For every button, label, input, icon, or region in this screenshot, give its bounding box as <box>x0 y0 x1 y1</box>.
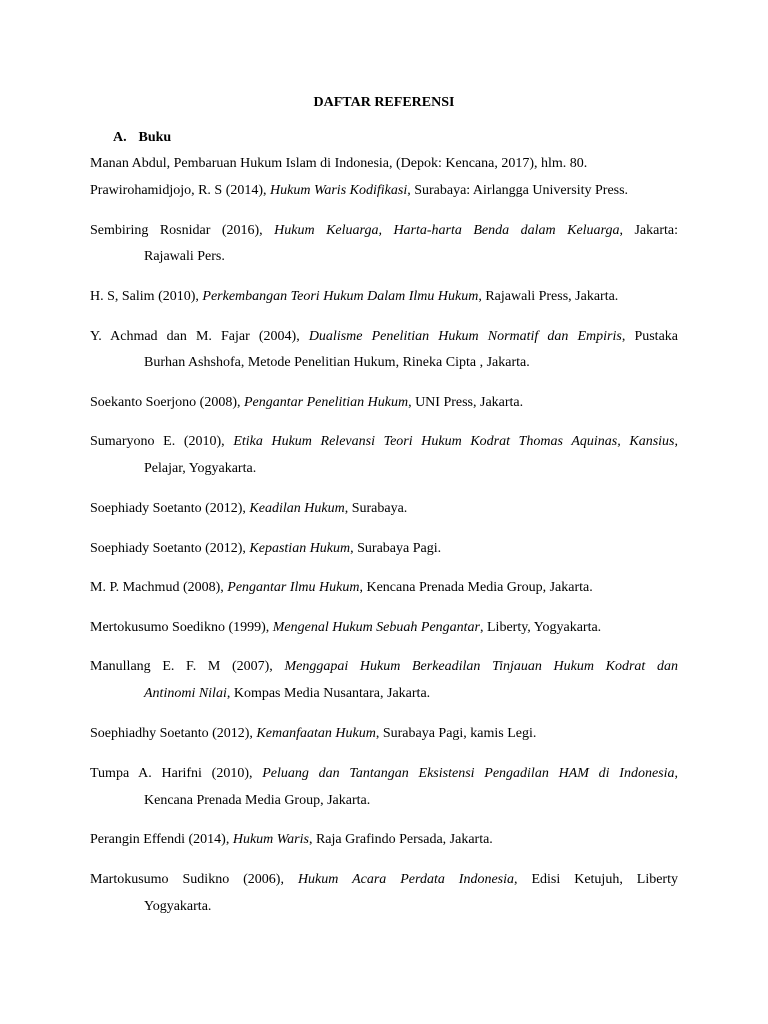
reference-publisher: Pelajar, Yogyakarta. <box>144 461 257 476</box>
reference-publisher: , <box>674 766 678 781</box>
reference-title: Hukum Waris <box>232 832 309 847</box>
reference-title: Dualisme Penelitian Hukum Normatif dan Empiris <box>308 329 622 344</box>
reference-continuation <box>144 897 678 917</box>
reference-author: Tumpa A. Harifni (2010), <box>90 766 263 781</box>
reference-author: Perangin Effendi (2014), <box>90 832 233 847</box>
reference-publisher: , Jakarta: <box>619 223 678 238</box>
reference-entry <box>90 724 678 744</box>
reference-title: Hukum Keluarga, Harta-harta Benda dalam Keluarga <box>274 223 620 238</box>
reference-title: Kemanfaatan Hukum <box>256 726 376 741</box>
reference-entry <box>90 618 678 638</box>
reference-entry <box>90 221 678 241</box>
reference-publisher: , Rajawali Press, Jakarta. <box>478 289 619 304</box>
section-number: A. <box>113 130 127 145</box>
reference-entry <box>90 830 678 850</box>
reference-continuation <box>144 353 678 373</box>
reference-title: Mengenal Hukum Sebuah Pengantar <box>272 620 480 635</box>
reference-publisher: , Surabaya Pagi, kamis Legi. <box>375 726 537 741</box>
reference-publisher: Kencana Prenada Media Group, Jakarta. <box>144 793 371 808</box>
reference-continuation <box>144 247 678 267</box>
section-label: Buku <box>138 130 172 145</box>
reference-author: Sumaryono E. (2010), <box>90 434 234 449</box>
reference-author: Y. Achmad dan M. Fajar (2004), <box>90 329 309 344</box>
reference-author: Sembiring Rosnidar (2016), <box>90 223 275 238</box>
reference-author: M. P. Machmud (2008), <box>90 580 228 595</box>
reference-publisher: , Surabaya. <box>344 501 408 516</box>
reference-entry <box>90 539 678 559</box>
reference-title: Perkembangan Teori Hukum Dalam Ilmu Hukum <box>202 289 479 304</box>
reference-title: Hukum Waris Kodifikasi <box>270 183 408 198</box>
reference-entry <box>90 870 678 890</box>
reference-title: Keadilan Hukum <box>249 501 345 516</box>
reference-entry <box>90 154 678 174</box>
reference-text: Manan Abdul, Pembaruan Hukum Islam di Indonesia, (Depok: Kencana, 2017), hlm. 80. <box>90 156 588 171</box>
reference-author: Soekanto Soerjono (2008), <box>90 395 244 410</box>
reference-author: Soephiady Soetanto (2012), <box>90 501 250 516</box>
reference-publisher: Yogyakarta. <box>144 899 212 914</box>
reference-author: Martokusumo Sudikno (2006), <box>90 872 298 887</box>
reference-publisher: , Raja Grafindo Persada, Jakarta. <box>308 832 493 847</box>
reference-publisher: , UNI Press, Jakarta. <box>408 395 524 410</box>
reference-continuation <box>144 791 678 811</box>
reference-title: Peluang dan Tantangan Eksistensi Pengadilan HAM di Indonesia <box>262 766 675 781</box>
reference-title: Antinomi Nilai <box>144 686 227 701</box>
reference-publisher: Rajawali Pers. <box>144 249 225 264</box>
reference-continuation <box>144 684 678 704</box>
reference-entry <box>90 578 678 598</box>
reference-title: Pengantar Penelitian Hukum <box>243 395 409 410</box>
reference-title: Menggapai Hukum Berkeadilan Tinjauan Hukum Kodrat dan <box>284 659 678 674</box>
reference-entry <box>90 181 678 201</box>
reference-entry <box>90 764 678 784</box>
reference-publisher: Burhan Ashshofa, Metode Penelitian Hukum, Rineka Cipta , Jakarta. <box>144 355 530 370</box>
reference-publisher: , Surabaya Pagi. <box>350 541 442 556</box>
reference-title: Pengantar Ilmu Hukum <box>227 580 360 595</box>
reference-title: Etika Hukum Relevansi Teori Hukum Kodrat Thomas Aquinas, Kansius <box>233 434 675 449</box>
reference-author: Soephiadhy Soetanto (2012), <box>90 726 257 741</box>
page-title: DAFTAR REFERENSI <box>313 95 455 110</box>
reference-continuation <box>144 459 678 479</box>
reference-entry <box>90 327 678 347</box>
reference-author: Manullang E. F. M (2007), <box>90 659 285 674</box>
reference-publisher: , Kencana Prenada Media Group, Jakarta. <box>359 580 593 595</box>
reference-publisher: , Edisi Ketujuh, Liberty <box>514 872 678 887</box>
reference-title: Kepastian Hukum <box>249 541 351 556</box>
reference-author: H. S, Salim (2010), <box>90 289 203 304</box>
reference-publisher: , Surabaya: Airlangga University Press. <box>407 183 629 198</box>
reference-publisher: , Liberty, Yogyakarta. <box>480 620 602 635</box>
section-heading <box>113 128 171 148</box>
reference-entry <box>90 393 678 413</box>
reference-entry <box>90 657 678 677</box>
reference-author: Mertokusumo Soedikno (1999), <box>90 620 273 635</box>
reference-entry <box>90 499 678 519</box>
reference-entry <box>90 287 678 307</box>
reference-publisher: , Kompas Media Nusantara, Jakarta. <box>226 686 431 701</box>
reference-author: Soephiady Soetanto (2012), <box>90 541 250 556</box>
reference-author: Prawirohamidjojo, R. S (2014), <box>90 183 271 198</box>
reference-title: Hukum Acara Perdata Indonesia <box>297 872 515 887</box>
reference-publisher: , <box>674 434 678 449</box>
reference-publisher: , Pustaka <box>621 329 678 344</box>
reference-entry <box>90 432 678 452</box>
